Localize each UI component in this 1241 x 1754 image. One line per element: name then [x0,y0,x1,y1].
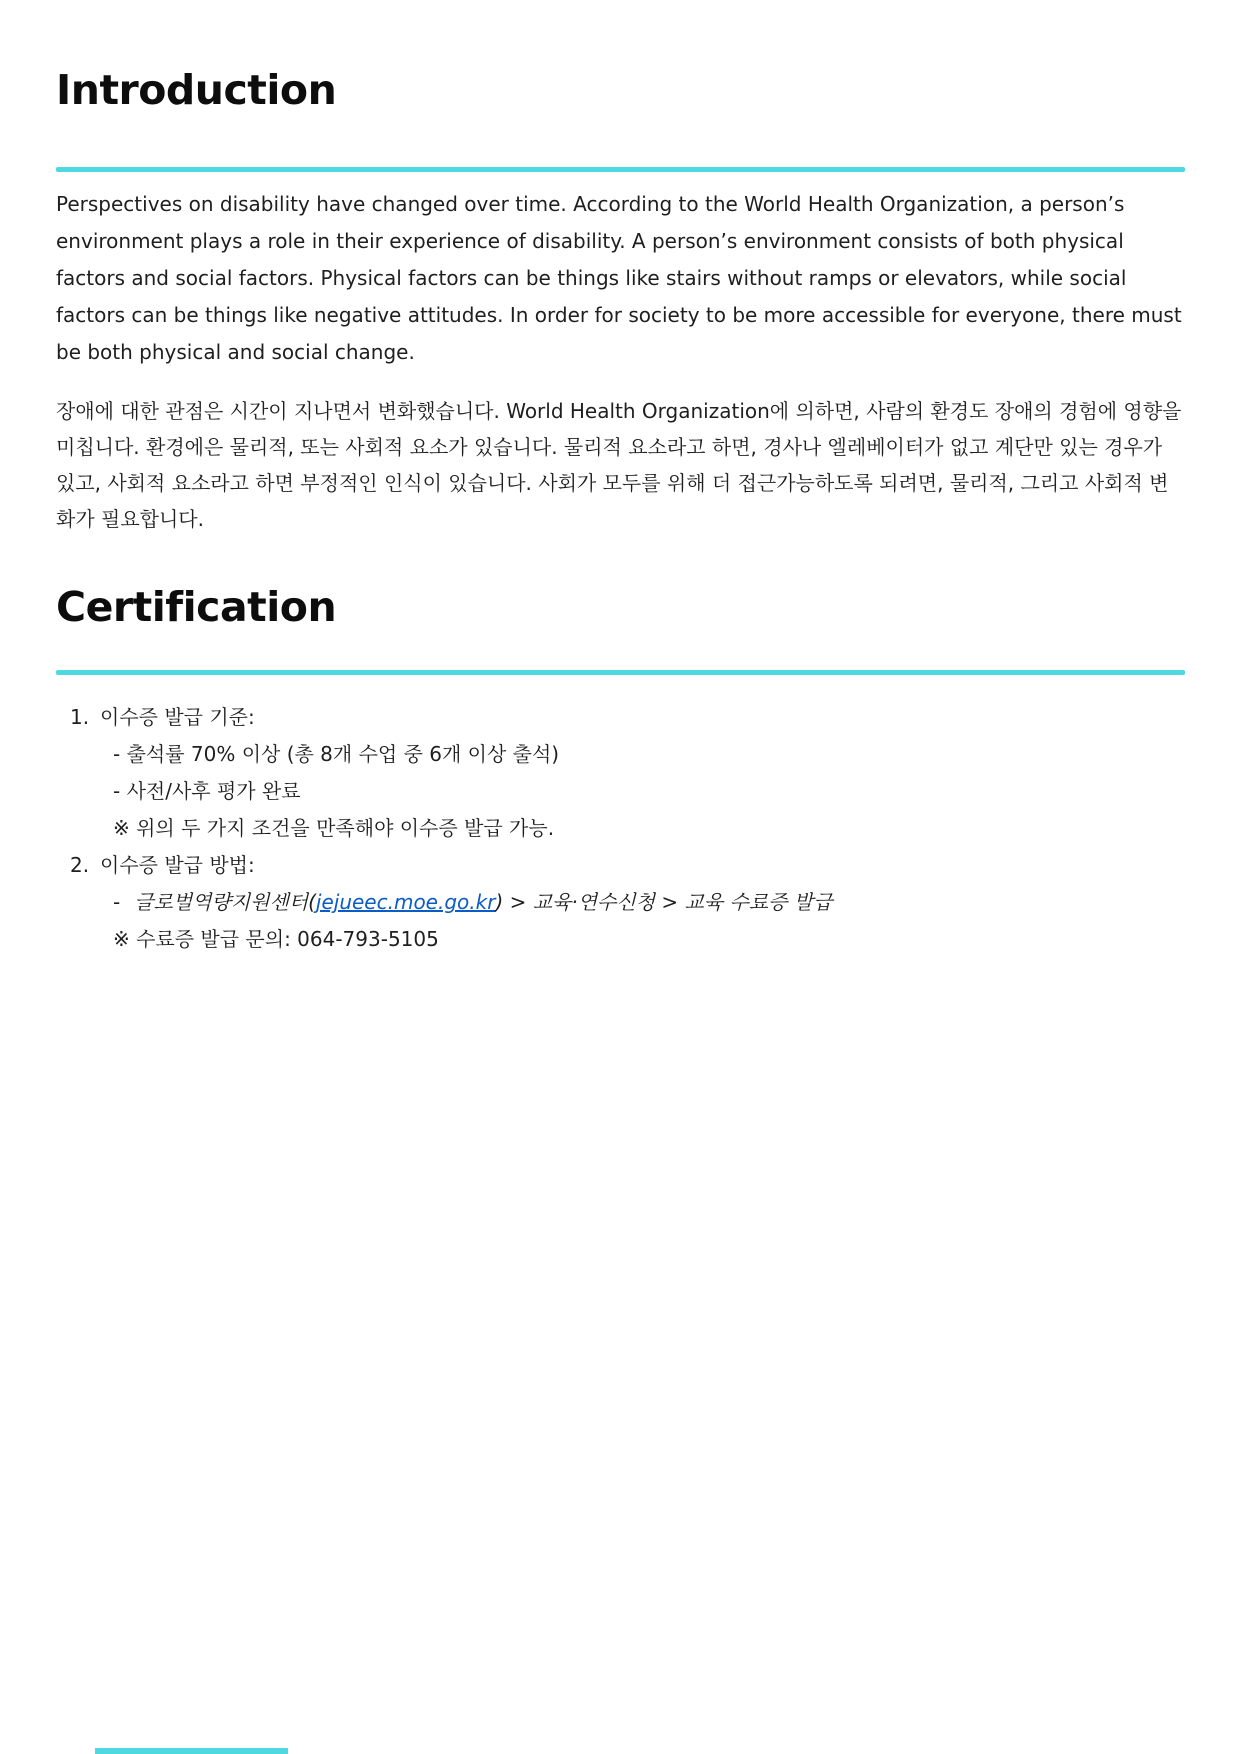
list-item-number: 2. [70,853,90,878]
jejueec-link[interactable]: jejueec.moe.go.kr [315,890,496,915]
method-site-name: 글로벌역량지원센터( [134,890,316,915]
list-item-method [56,847,1185,884]
intro-heading: Introduction [56,66,337,114]
method-path-rest: ) > 교육·연수신청 > 교육 수료증 발급 [495,890,833,915]
criteria-evaluation-line: - 사전/사후 평가 완료 [113,779,301,804]
list-item-title: 이수증 발급 방법: [100,853,255,878]
intro-divider [56,167,1185,172]
intro-paragraph-korean: 장애에 대한 관점은 시간이 지나면서 변화했습니다. World Health Organization에 의하면, 사람의 환경도 장애의 경험에 영향을 미칩니다. 환경에은 물리적, 또는 사회적 요소가 있습니다. 물리적 요소라고 하면, 경사나 엘레베이터가 없고 계단만 있는 경우가 있고, 사회적 요소라고 하면 부정적인 인식이 있습니다. 사회가 모두를 위해 더 접근가능하도록 되려면, 물리적, 그리고 사회적 변화가 필요합니다. [56,399,1182,532]
certification-section [56,583,1185,958]
next-section-divider-fragment [95,1748,288,1754]
list-item-title: 이수증 발급 기준: [100,705,255,730]
certification-list [56,699,1185,958]
list-item-number: 1. [70,705,90,730]
list-item-criteria [56,699,1185,736]
method-path-line [56,884,1185,921]
criteria-note-line: ※ 위의 두 가지 조건을 만족해야 이수증 발급 가능. [113,816,555,841]
intro-paragraph-english: Perspectives on disability have changed over time. According to the World Health Organization, a person’s environment plays a role in their experience of disability. A person’s environment consists of both physical factors and social factors. Physical factors can be things like stairs without ramps or elevators, while social factors can be things like negative attitudes. In order for society to be more accessible for everyone, there must be both physical and social change. [56,192,1182,365]
certification-divider [56,670,1185,675]
dash-bullet: - [113,890,121,915]
intro-section [56,0,1185,537]
method-contact-line: ※ 수료증 발급 문의: 064-793-5105 [113,927,439,952]
certification-heading: Certification [56,583,337,632]
criteria-attendance-line: - 출석률 70% 이상 (총 8개 수업 중 6개 이상 출석) [113,742,560,767]
